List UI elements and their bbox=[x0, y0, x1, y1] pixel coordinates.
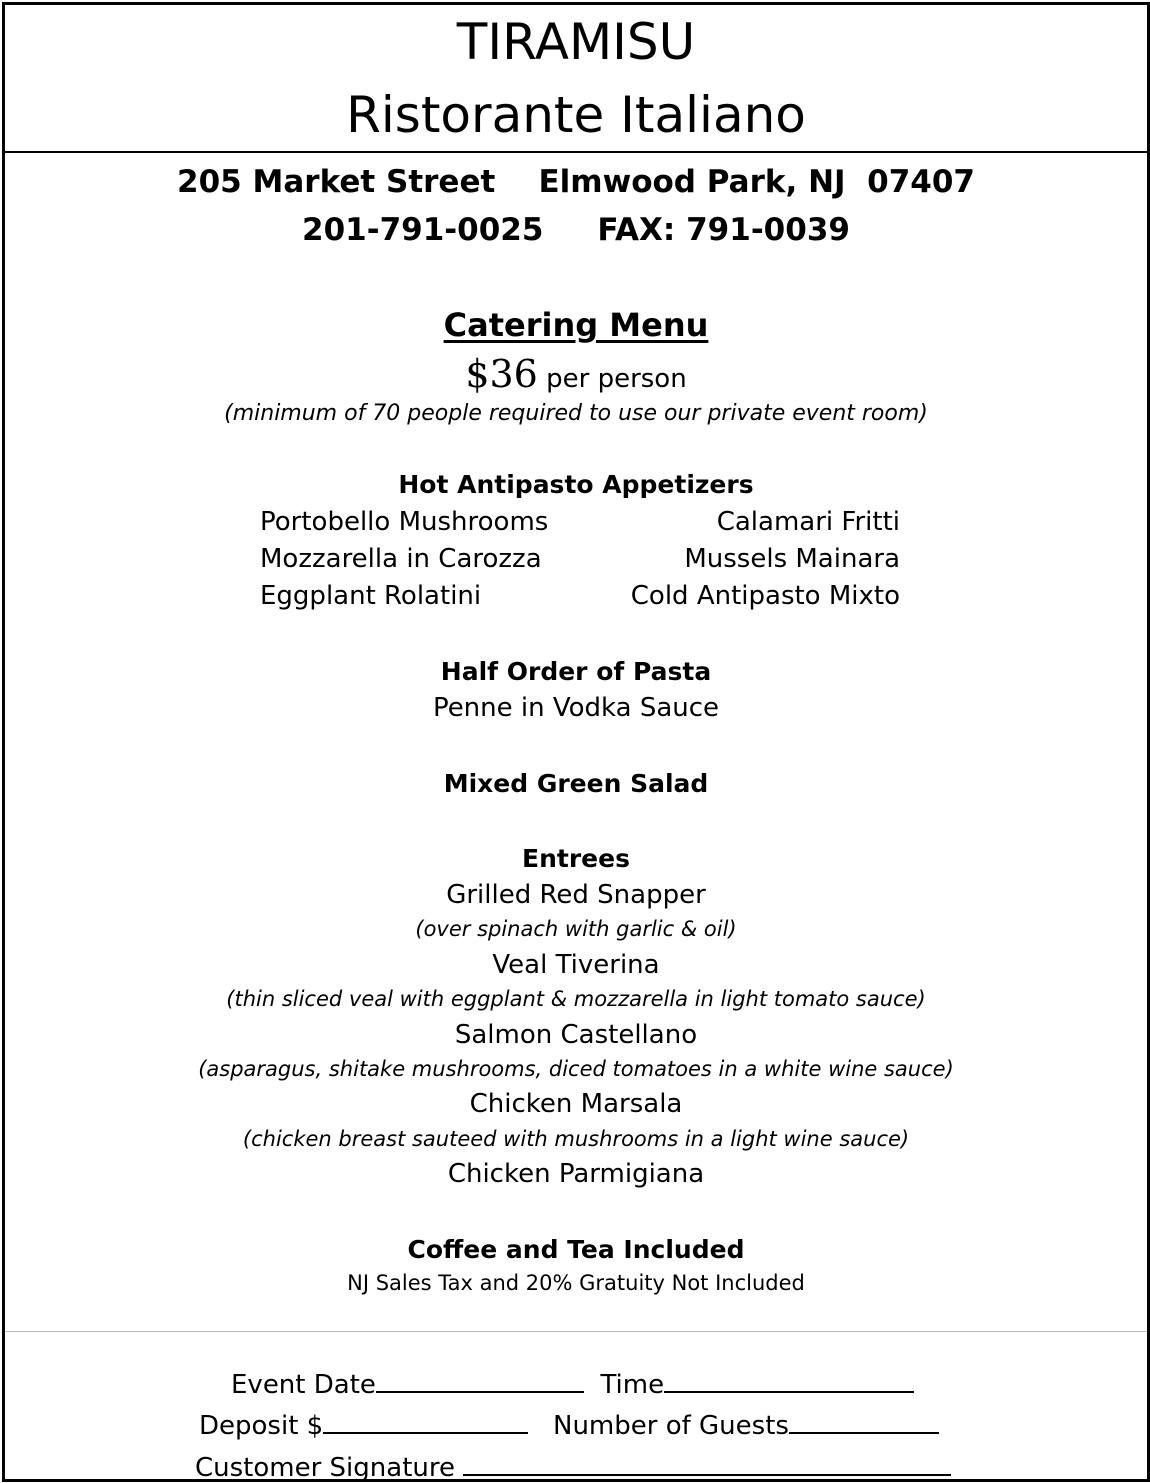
appetizer-item: Portobello Mushrooms bbox=[260, 507, 549, 537]
time-field[interactable] bbox=[664, 1369, 914, 1393]
deposit-field[interactable] bbox=[323, 1410, 528, 1434]
salad-heading: Mixed Green Salad bbox=[443, 769, 709, 798]
appetizer-row bbox=[260, 546, 900, 583]
entree-note: (asparagus, shitake mushrooms, diced tomatoes in a white wine sauce) bbox=[198, 1057, 954, 1081]
appetizer-item: Cold Antipasto Mixto bbox=[630, 581, 900, 611]
price-line bbox=[5, 352, 1147, 396]
time-label: Time bbox=[600, 1370, 665, 1400]
signature-line bbox=[195, 1452, 951, 1481]
appetizer-item: Mussels Mainara bbox=[684, 544, 900, 574]
appetizer-row bbox=[260, 509, 900, 546]
beverages-heading: Coffee and Tea Included bbox=[407, 1235, 745, 1264]
deposit-label: Deposit $ bbox=[199, 1411, 324, 1441]
appetizer-row bbox=[260, 583, 900, 620]
entree-item: Grilled Red Snapper bbox=[446, 880, 706, 910]
entree-item: Chicken Parmigiana bbox=[447, 1159, 705, 1189]
deposit-line bbox=[199, 1410, 939, 1439]
pasta-item: Penne in Vodka Sauce bbox=[432, 693, 720, 723]
entree-note: (over spinach with garlic & oil) bbox=[415, 917, 737, 941]
pasta-heading: Half Order of Pasta bbox=[440, 657, 712, 686]
appetizer-item: Calamari Fritti bbox=[716, 507, 900, 537]
price-unit: per person bbox=[537, 364, 687, 394]
signature-field[interactable] bbox=[463, 1452, 951, 1476]
appetizer-item: Mozzarella in Carozza bbox=[260, 544, 542, 574]
guests-label: Number of Guests bbox=[553, 1411, 789, 1441]
footer-divider bbox=[5, 1331, 1147, 1332]
appetizer-item: Eggplant Rolatini bbox=[260, 581, 482, 611]
catering-menu-title: Catering Menu bbox=[443, 306, 709, 344]
event-date-label: Event Date bbox=[231, 1370, 376, 1400]
address-line: 205 Market Street Elmwood Park, NJ 07407 bbox=[177, 164, 975, 200]
event-date-field[interactable] bbox=[376, 1369, 584, 1393]
entree-item: Veal Tiverina bbox=[492, 950, 660, 980]
price-amount: $36 bbox=[465, 352, 538, 396]
entree-note: (thin sliced veal with eggplant & mozzarella in light tomato sauce) bbox=[226, 987, 926, 1011]
entree-note: (chicken breast sauteed with mushrooms in a light wine sauce) bbox=[242, 1127, 910, 1151]
phone-line: 201-791-0025 FAX: 791-0039 bbox=[302, 212, 850, 248]
restaurant-title: TIRAMISU bbox=[456, 13, 696, 71]
event-date-line bbox=[231, 1369, 914, 1398]
menu-frame bbox=[2, 2, 1150, 1482]
entree-item: Salmon Castellano bbox=[454, 1020, 698, 1050]
appetizers-heading: Hot Antipasto Appetizers bbox=[398, 470, 754, 499]
tax-note: NJ Sales Tax and 20% Gratuity Not Included bbox=[347, 1271, 805, 1295]
guests-field[interactable] bbox=[789, 1410, 939, 1434]
appetizers-list bbox=[260, 509, 900, 620]
minimum-note: (minimum of 70 people required to use our private event room) bbox=[224, 401, 928, 426]
entrees-heading: Entrees bbox=[522, 844, 630, 873]
signature-label: Customer Signature bbox=[195, 1453, 464, 1483]
entree-item: Chicken Marsala bbox=[469, 1089, 683, 1119]
header bbox=[5, 5, 1147, 153]
restaurant-subtitle: Ristorante Italiano bbox=[346, 86, 806, 144]
